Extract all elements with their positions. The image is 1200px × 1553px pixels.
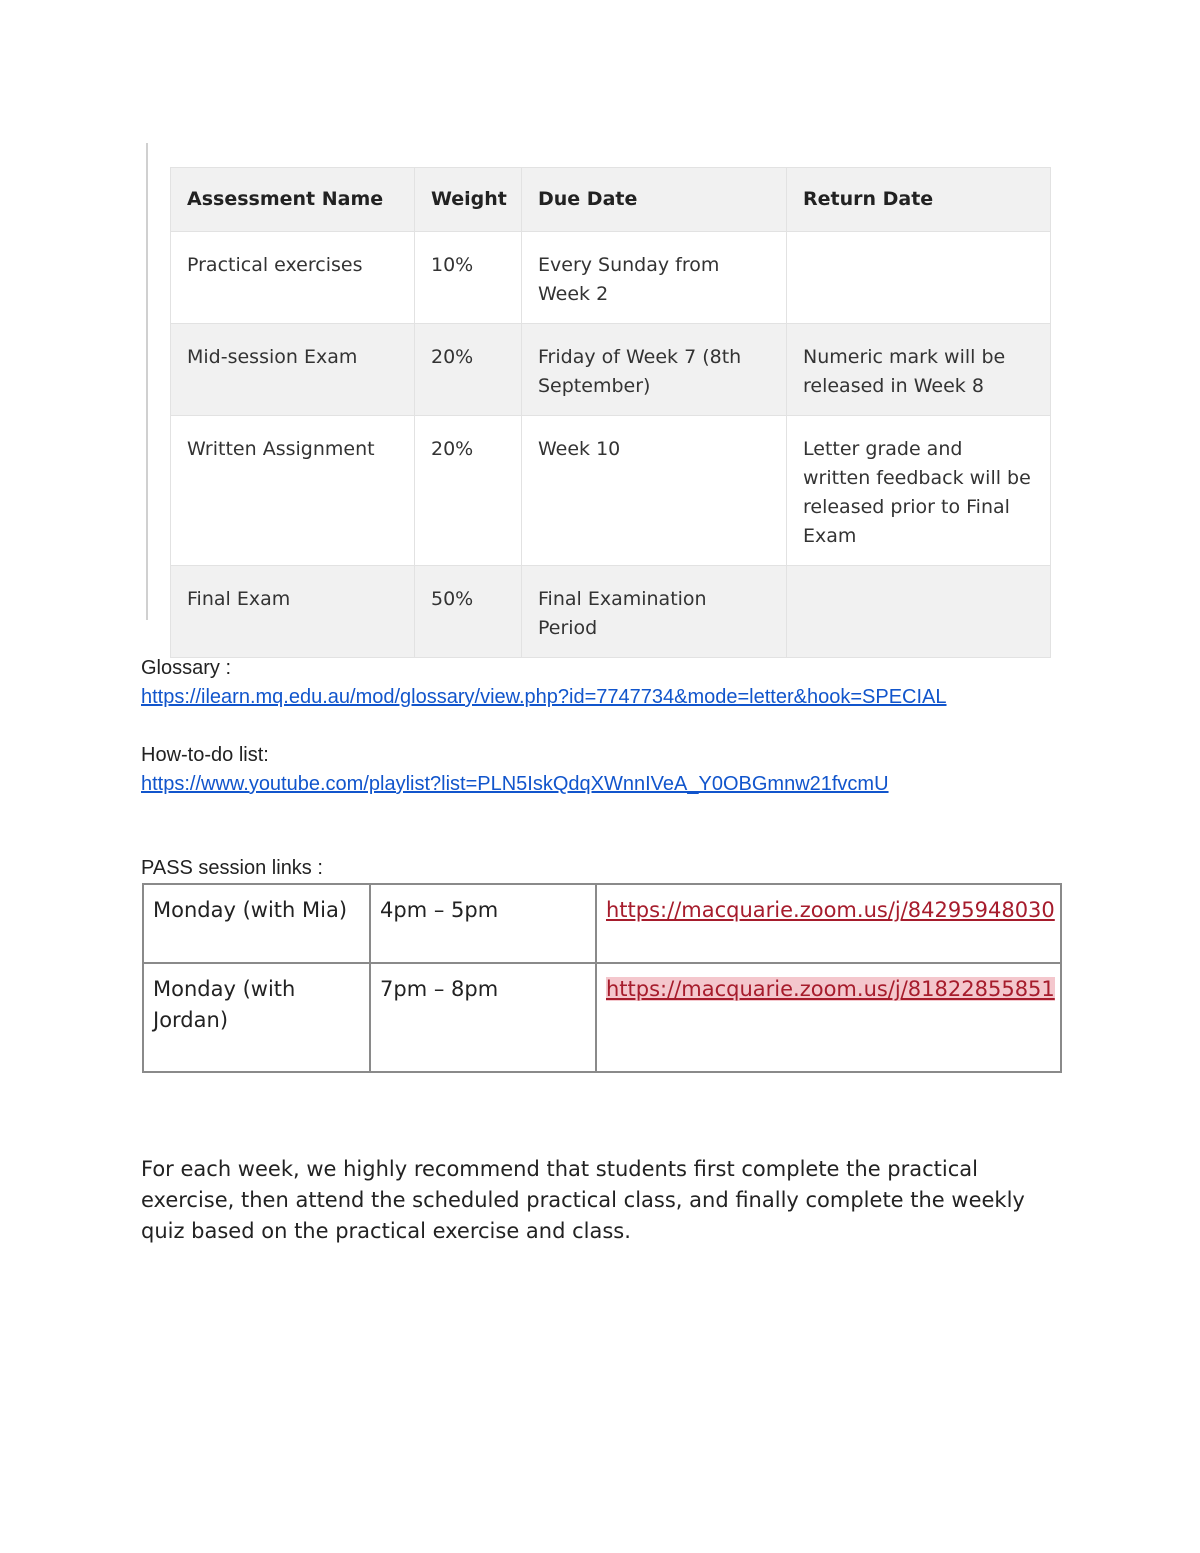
pass-day: Monday (with Jordan) (143, 963, 370, 1072)
zoom-link[interactable]: https://macquarie.zoom.us/j/84295948030 (606, 898, 1055, 922)
header-return-date: Return Date (787, 168, 1051, 232)
howto-label: How-to-do list: (141, 744, 269, 766)
assessment-due: Every Sunday from Week 2 (522, 232, 787, 324)
glossary-label: Glossary : (141, 657, 232, 679)
header-due-date: Due Date (522, 168, 787, 232)
pass-link-cell (596, 884, 1061, 963)
assessment-return (787, 566, 1051, 658)
header-weight: Weight (415, 168, 522, 232)
table-row (143, 963, 1061, 1072)
table-row (143, 884, 1061, 963)
howto-link[interactable]: https://www.youtube.com/playlist?list=PLN5IskQdqXWnnIVeA_Y0OBGmnw21fvcmU (141, 773, 889, 795)
assessment-header-row (171, 168, 1051, 232)
assessment-weight: 50% (415, 566, 522, 658)
assessment-return: Numeric mark will be released in Week 8 (787, 324, 1051, 416)
assessment-return: Letter grade and written feedback will be released prior to Final Exam (787, 416, 1051, 566)
assessment-weight: 20% (415, 324, 522, 416)
blockquote-bar (146, 143, 148, 620)
table-row (171, 324, 1051, 416)
pass-sessions-table (142, 883, 1062, 1073)
header-assessment-name: Assessment Name (171, 168, 415, 232)
pass-time: 7pm – 8pm (370, 963, 596, 1072)
recommendation-paragraph: For each week, we highly recommend that students first complete the practical exercise, then attend the scheduled practical class, and finally complete the weekly quiz based on the practical exercise and class. (141, 1157, 1025, 1243)
assessment-due: Friday of Week 7 (8th September) (522, 324, 787, 416)
zoom-link[interactable]: https://macquarie.zoom.us/j/81822855851 (606, 977, 1055, 1001)
assessment-weight: 10% (415, 232, 522, 324)
assessment-name: Final Exam (171, 566, 415, 658)
glossary-link[interactable]: https://ilearn.mq.edu.au/mod/glossary/view.php?id=7747734&mode=letter&hook=SPECIAL (141, 686, 947, 708)
pass-label: PASS session links : (141, 857, 323, 879)
assessment-weight: 20% (415, 416, 522, 566)
pass-link-cell (596, 963, 1061, 1072)
assessment-name: Written Assignment (171, 416, 415, 566)
assessment-name: Practical exercises (171, 232, 415, 324)
table-row (171, 416, 1051, 566)
assessment-table (170, 167, 1051, 658)
pass-day: Monday (with Mia) (143, 884, 370, 963)
assessment-name: Mid-session Exam (171, 324, 415, 416)
table-row (171, 232, 1051, 324)
table-row (171, 566, 1051, 658)
assessment-due: Final Examination Period (522, 566, 787, 658)
pass-time: 4pm – 5pm (370, 884, 596, 963)
assessment-due: Week 10 (522, 416, 787, 566)
assessment-return (787, 232, 1051, 324)
